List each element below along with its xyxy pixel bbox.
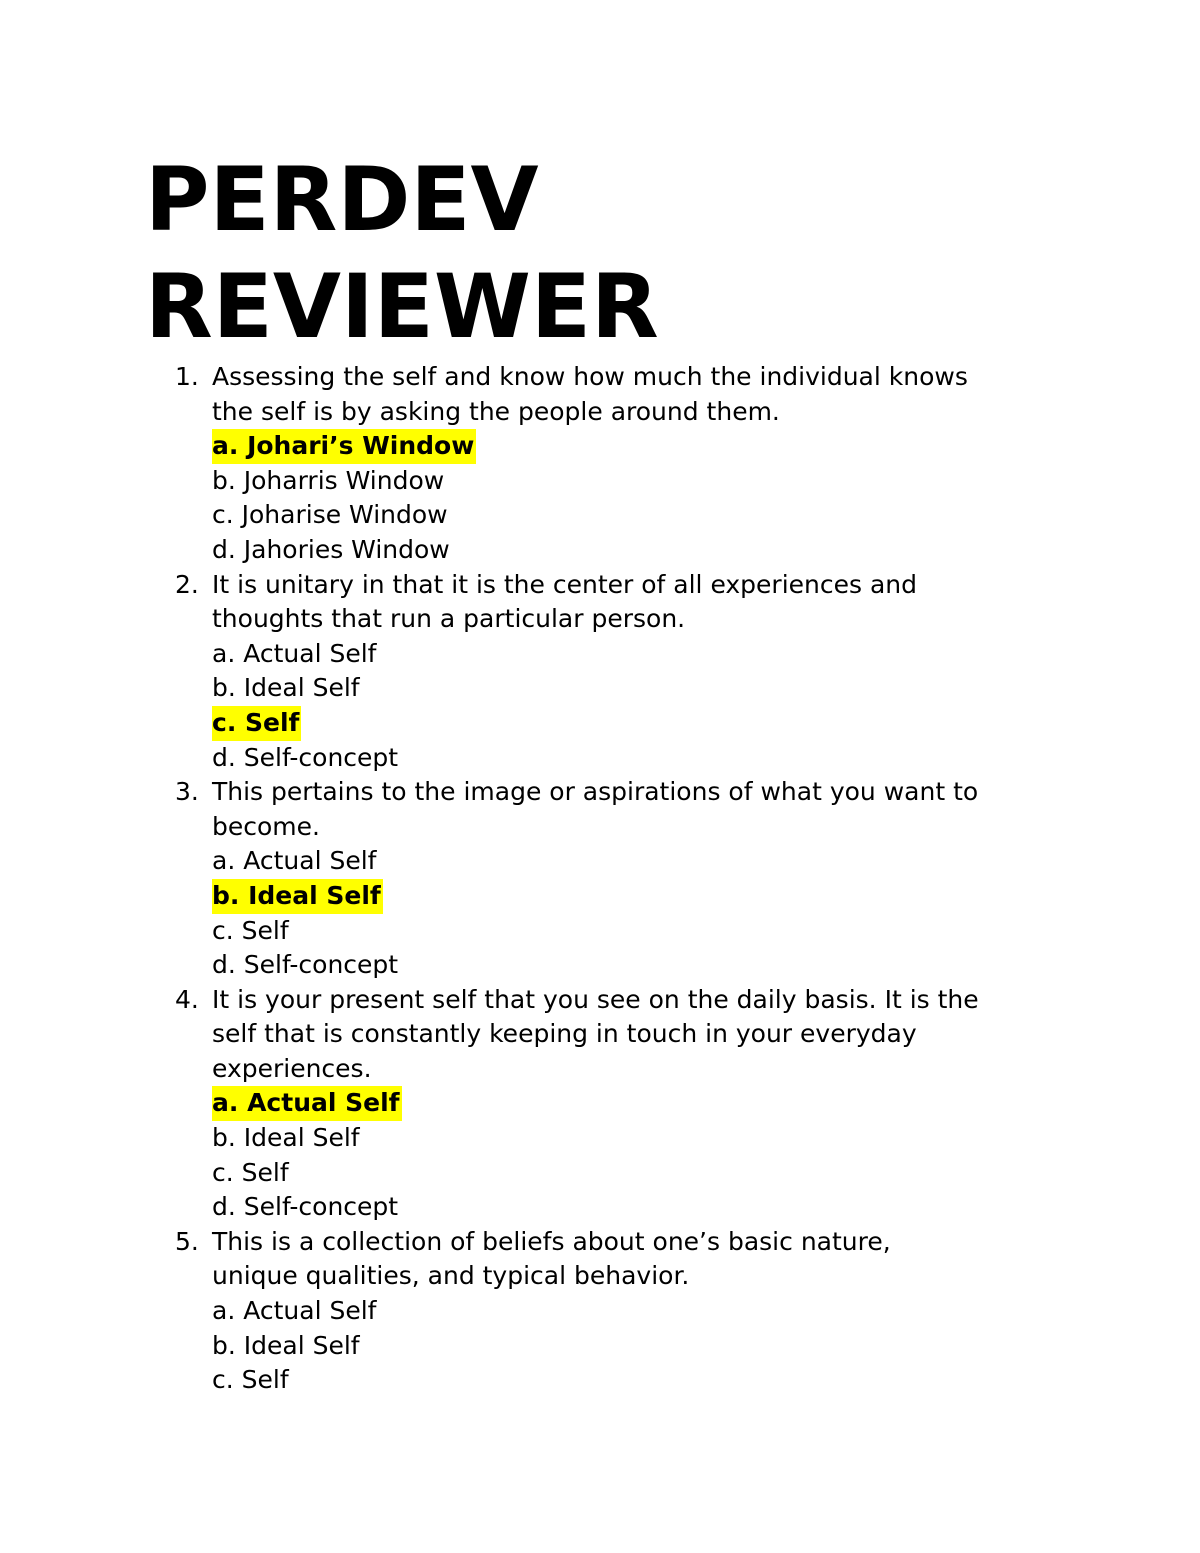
- answer-option: [212, 914, 1200, 949]
- answer-option-text: a. Actual Self: [212, 638, 377, 668]
- question-text-line: Assessing the self and know how much the individual knows: [212, 362, 968, 391]
- answer-option-text: c. Self: [212, 1157, 289, 1187]
- question-text-line: become.: [212, 811, 320, 841]
- answer-option: [212, 741, 1200, 776]
- title-line-2: REVIEWER: [145, 255, 659, 358]
- answer-option-text: a. Actual Self: [212, 1296, 377, 1326]
- answer-option-correct: [212, 879, 1200, 914]
- question-item: [0, 360, 1200, 568]
- answer-option-text: d. Self-concept: [212, 1192, 399, 1222]
- answer-option-correct: [212, 706, 1200, 741]
- answer-option-text: a. Johari’s Window: [212, 429, 476, 464]
- question-text-line: It is unitary in that it is the center of all experiences and: [212, 569, 918, 599]
- question-item: [0, 983, 1200, 1225]
- answer-option: [212, 533, 1200, 568]
- answer-option-text: b. Ideal Self: [212, 1123, 360, 1153]
- answer-option-text: c. Self: [212, 706, 301, 741]
- document-title: [145, 146, 659, 360]
- answer-option-text: b. Ideal Self: [212, 673, 360, 703]
- question-number: 5.: [175, 1226, 199, 1256]
- answer-option: [212, 1156, 1200, 1191]
- question-number: 2.: [175, 569, 199, 599]
- question-text-line: experiences.: [212, 1053, 372, 1083]
- question-item: [0, 775, 1200, 983]
- answer-option: [212, 1121, 1200, 1156]
- question-item: [0, 1225, 1200, 1398]
- answer-option: [212, 498, 1200, 533]
- question-text-line: It is your present self that you see on the daily basis. It is the: [212, 984, 979, 1014]
- question-text-line: This is a collection of beliefs about one’s basic nature,: [212, 1226, 891, 1256]
- question-text-line: unique qualities, and typical behavior.: [212, 1261, 690, 1291]
- question-item: [0, 568, 1200, 776]
- title-line-1: PERDEV: [145, 148, 539, 251]
- answer-option-text: d. Self-concept: [212, 950, 399, 980]
- answer-option: [212, 1329, 1200, 1364]
- answer-option: [212, 1294, 1200, 1329]
- question-list: [0, 360, 1200, 1398]
- answer-option-text: c. Self: [212, 1365, 289, 1395]
- answer-option: [212, 844, 1200, 879]
- question-number: 1.: [175, 362, 199, 391]
- answer-option: [212, 464, 1200, 499]
- answer-option: [212, 637, 1200, 672]
- answer-option-text: c. Joharise Window: [212, 500, 448, 530]
- answer-option-text: a. Actual Self: [212, 1086, 402, 1121]
- answer-option-text: a. Actual Self: [212, 846, 377, 876]
- answer-option-correct: [212, 1086, 1200, 1121]
- answer-option-text: b. Joharris Window: [212, 465, 445, 495]
- question-number: 3.: [175, 777, 199, 807]
- answer-option: [212, 671, 1200, 706]
- answer-option-text: b. Ideal Self: [212, 1330, 360, 1360]
- answer-option-correct: [212, 429, 1200, 464]
- answer-option-text: d. Self-concept: [212, 742, 399, 772]
- answer-option: [212, 1190, 1200, 1225]
- question-text-line: thoughts that run a particular person.: [212, 604, 686, 634]
- question-number: 4.: [175, 984, 199, 1014]
- answer-option-text: b. Ideal Self: [212, 879, 383, 914]
- question-text-line: the self is by asking the people around them.: [212, 396, 780, 426]
- answer-option-text: c. Self: [212, 915, 289, 945]
- question-text-line: self that is constantly keeping in touch in your everyday: [212, 1019, 917, 1049]
- answer-option: [212, 948, 1200, 983]
- question-text-line: This pertains to the image or aspirations of what you want to: [212, 777, 979, 807]
- answer-option: [212, 1363, 1200, 1398]
- answer-option-text: d. Jahories Window: [212, 534, 450, 564]
